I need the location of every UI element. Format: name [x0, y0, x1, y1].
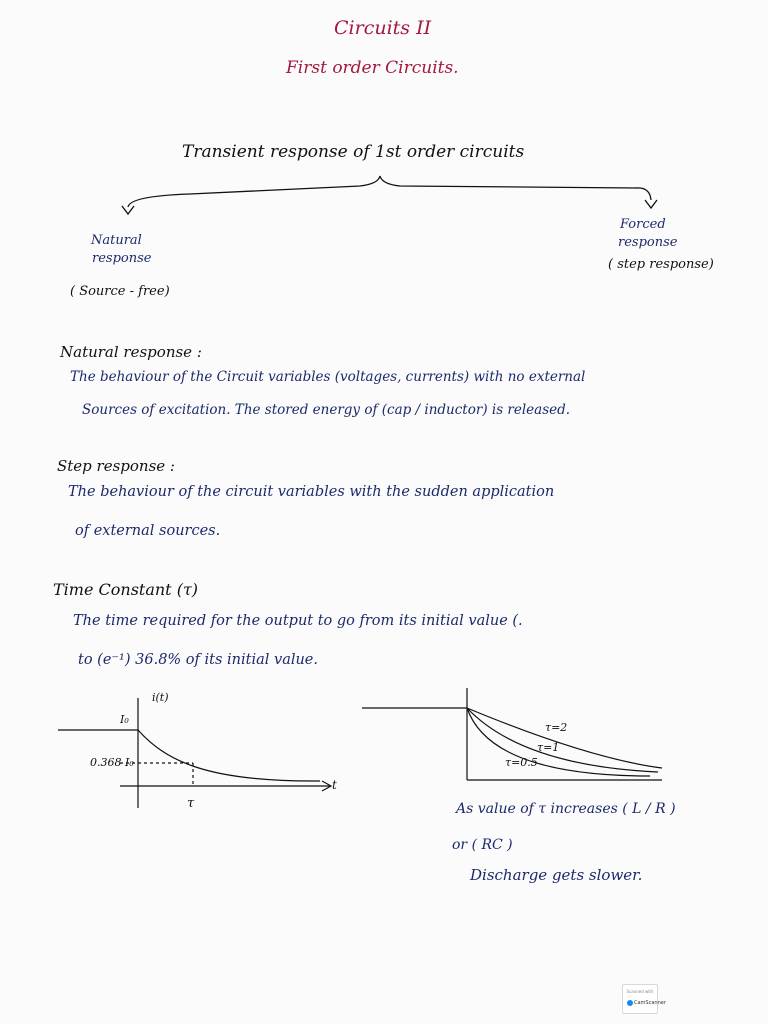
- natural-line2: Sources of excitation. The stored energy of (cap / inductor) is released.: [82, 402, 571, 418]
- graph2-label-tau-1: τ=1: [537, 741, 560, 754]
- notes-line3: Discharge gets slower.: [470, 866, 643, 884]
- scanner-logo-icon: [627, 1000, 633, 1006]
- step-line1: The behaviour of the circuit variables with the sudden application: [68, 484, 555, 500]
- time-constant-line1: The time required for the output to go from its initial value (.: [73, 613, 523, 629]
- page-title: Circuits II: [334, 17, 432, 39]
- step-line2: of external sources.: [75, 523, 221, 539]
- time-constant-heading: Time Constant (τ): [53, 580, 199, 599]
- graph1-decay-curve: [138, 730, 320, 781]
- time-constant-line2: to (e⁻¹) 36.8% of its initial value.: [78, 652, 319, 668]
- notes-line2: or ( RC ): [452, 837, 513, 853]
- scanner-badge: [622, 984, 666, 1014]
- scanner-badge-caption: Scanned with: [626, 989, 654, 994]
- page-subtitle: First order Circuits.: [286, 58, 459, 78]
- graph1-y-label: i(t): [152, 691, 169, 704]
- step-heading: Step response :: [57, 457, 175, 475]
- scanner-badge-name: CamScanner: [634, 1000, 666, 1006]
- right-branch-line3: ( step response): [608, 257, 714, 272]
- natural-heading: Natural response :: [60, 343, 202, 361]
- notes-line1: As value of τ increases ( L / R ): [456, 801, 676, 817]
- graph2-label-tau-2: τ=2: [545, 721, 568, 734]
- natural-line1: The behaviour of the Circuit variables (voltages, currents) with no external: [70, 369, 586, 385]
- graph1-tau-label: τ: [187, 796, 195, 811]
- right-branch-line1: Forced: [620, 217, 666, 232]
- graph1-x-label: t: [332, 778, 337, 792]
- graph1-level-label: 0.368 I₀: [90, 756, 134, 769]
- graph1: [58, 698, 331, 811]
- graph1-initial-label: I₀: [120, 713, 129, 726]
- graph2-label-tau-0-5: τ=0.5: [505, 756, 538, 769]
- left-branch-line2: response: [92, 251, 152, 266]
- left-branch-line1: Natural: [91, 233, 142, 248]
- right-branch-line2: response: [618, 235, 678, 250]
- left-branch-line3: ( Source - free): [70, 284, 170, 299]
- overview-heading: Transient response of 1st order circuits: [182, 142, 525, 162]
